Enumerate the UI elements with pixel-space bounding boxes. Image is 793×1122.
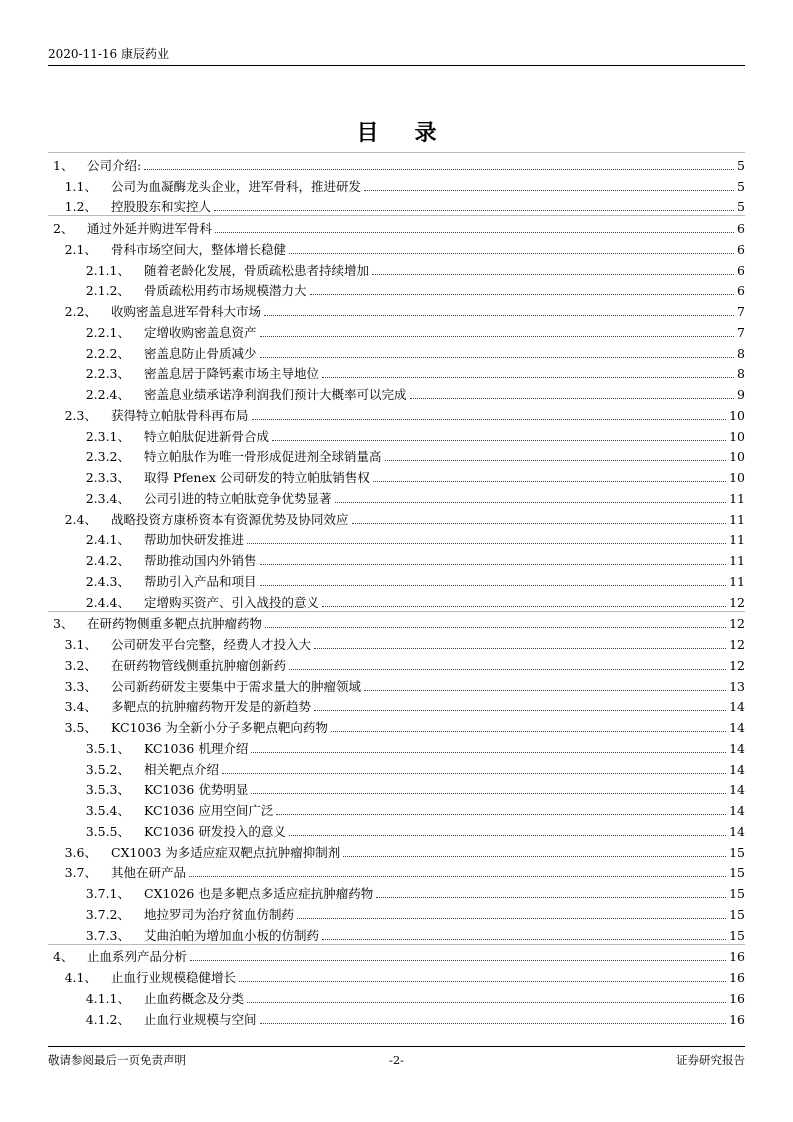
page-header: [48, 44, 745, 64]
toc-dot-leader: [310, 294, 735, 295]
toc-entry-page: 6: [737, 241, 745, 257]
toc-entry-page: 5: [737, 178, 745, 194]
toc-entry-page: 11: [729, 553, 745, 568]
toc-entry-title: 公司新药研发主要集中于需求量大的肿瘤领域: [111, 678, 362, 694]
toc-dot-leader: [189, 876, 726, 877]
toc-entry[interactable]: [48, 299, 745, 320]
toc-entry-number: 4.1.2、: [85, 1011, 130, 1027]
toc-entry-page: 6: [737, 283, 745, 299]
toc-entry[interactable]: [48, 215, 745, 237]
toc-dot-leader: [314, 710, 726, 711]
toc-entry-number: 2.1、: [64, 241, 97, 257]
toc-entry-title: 艾曲泊帕为增加血小板的仿制药: [144, 927, 320, 943]
toc-entry[interactable]: [48, 653, 745, 674]
toc-entry-page: 10: [729, 449, 745, 465]
toc-entry-page: 7: [737, 324, 745, 340]
toc-entry-title: 随着老龄化发展，骨质疏松患者持续增加: [144, 262, 370, 278]
toc-entry[interactable]: [48, 632, 745, 653]
toc-entry[interactable]: [48, 569, 745, 590]
toc-entry[interactable]: [48, 362, 745, 383]
toc-entry-number: 3.4、: [64, 699, 97, 715]
toc-entry[interactable]: [48, 611, 745, 633]
toc-entry-number: 3.7、: [64, 865, 97, 881]
toc-entry-title: KC1036 研发投入的意义: [144, 823, 286, 839]
toc-entry-number: 1、: [53, 157, 74, 173]
toc-entry-number: 3.5.3、: [85, 782, 130, 798]
toc-entry-number: 2.4.3、: [85, 573, 130, 589]
toc-entry-title: KC1036 应用空间广泛: [144, 803, 274, 818]
toc-dot-leader: [372, 274, 734, 275]
toc-entry[interactable]: [48, 486, 745, 507]
toc-entry-title: 骨科市场空间大，整体增长稳健: [111, 241, 287, 257]
toc-entry[interactable]: [48, 174, 745, 195]
toc-entry-page: 10: [729, 407, 745, 423]
toc-entry-title: 控股股东和实控人: [111, 199, 212, 215]
header-rule: [48, 65, 745, 66]
toc-entry[interactable]: [48, 986, 745, 1007]
toc-dot-leader: [314, 648, 726, 649]
toc-entry-page: 16: [729, 1011, 745, 1027]
toc-entry-title: 获得特立帕肽骨科再布局: [111, 407, 249, 423]
toc-dot-leader: [247, 543, 726, 544]
toc-dot-leader: [251, 793, 726, 794]
toc-entry-number: 2.2.3、: [85, 366, 130, 382]
toc-dot-leader: [276, 814, 726, 815]
toc-entry-title: 密盖息居于降钙素市场主导地位: [144, 366, 320, 382]
toc-entry-page: 15: [729, 844, 745, 860]
toc-entry-page: 12: [729, 637, 745, 652]
toc-entry[interactable]: [48, 944, 745, 966]
toc-entry-page: 14: [729, 803, 745, 818]
toc-entry-title: 取得 Pfenex 公司研发的特立帕肽销售权: [144, 470, 370, 485]
toc-entry[interactable]: [48, 965, 745, 986]
toc-entry-number: 3.5.5、: [85, 823, 130, 839]
toc-entry[interactable]: [48, 861, 745, 882]
toc-dot-leader: [289, 669, 726, 670]
toc-entry[interactable]: [48, 528, 745, 549]
toc-dot-leader: [364, 690, 726, 691]
toc-entry-number: 2.4.1、: [85, 532, 130, 548]
toc-dot-leader: [215, 232, 734, 233]
toc-entry-page: 8: [737, 345, 745, 361]
toc-entry-page: 6: [737, 221, 745, 236]
toc-entry-number: 3.7.2、: [85, 906, 130, 922]
toc-dot-leader: [410, 398, 735, 399]
toc-entry-page: 15: [729, 906, 745, 922]
toc-entry[interactable]: [48, 237, 745, 258]
toc-dot-leader: [335, 502, 727, 503]
toc-entry[interactable]: [48, 881, 745, 902]
toc-entry-title: 公司引进的特立帕肽竞争优势显著: [144, 490, 332, 506]
toc-entry-title: 在研药物管线侧重抗肿瘤创新药: [111, 657, 287, 673]
toc-entry-page: 16: [729, 949, 745, 965]
toc-entry-number: 1.1、: [64, 178, 97, 194]
title-char: 目: [356, 120, 397, 146]
toc-entry-number: 2.3、: [64, 407, 97, 423]
toc-entry-page: 15: [729, 886, 745, 901]
toc-entry-number: 3.7.3、: [85, 927, 130, 943]
toc-entry-title: 骨质疏松用药市场规模潜力大: [144, 283, 307, 299]
toc-entry[interactable]: [48, 341, 745, 362]
toc-entry-title: 特立帕肽促进新骨合成: [144, 428, 270, 444]
table-of-contents: [48, 152, 745, 1028]
toc-entry-number: 3.1、: [64, 637, 97, 652]
toc-entry-title: 定增购买资产、引入战投的意义: [144, 594, 320, 610]
toc-entry-number: 2.2、: [64, 304, 97, 319]
toc-dot-leader: [289, 835, 726, 836]
toc-entry-title: 多靶点的抗肿瘤药物开发是的新趋势: [111, 699, 312, 715]
toc-entry[interactable]: [48, 258, 745, 279]
toc-entry-title: 特立帕肽作为唯一骨形成促进剂全球销量高: [144, 449, 382, 465]
toc-entry[interactable]: [48, 757, 745, 778]
toc-entry-number: 2、: [53, 221, 74, 236]
toc-entry[interactable]: [48, 674, 745, 695]
toc-dot-leader: [260, 1023, 727, 1024]
toc-entry[interactable]: [48, 819, 745, 840]
toc-entry-title: 帮助加快研发推进: [144, 532, 245, 548]
toc-dot-leader: [352, 523, 727, 524]
toc-entry-page: 11: [729, 511, 745, 527]
toc-entry-number: 2.1.2、: [85, 283, 130, 299]
toc-entry[interactable]: [48, 403, 745, 424]
toc-entry-page: 16: [729, 990, 745, 1006]
toc-entry-number: 4、: [53, 949, 74, 965]
toc-entry-number: 3、: [53, 616, 74, 632]
page-number: -2-: [388, 1053, 405, 1067]
toc-entry-number: 3.3、: [64, 678, 97, 694]
toc-entry-title: 止血药概念及分类: [144, 990, 245, 1006]
toc-dot-leader: [322, 377, 734, 378]
toc-entry-number: 2.2.2、: [85, 345, 130, 361]
toc-dot-leader: [385, 460, 727, 461]
title-char: 录: [414, 120, 455, 146]
toc-dot-leader: [322, 939, 726, 940]
toc-dot-leader: [190, 960, 726, 961]
toc-entry-title: 公司介绍:: [87, 157, 142, 173]
toc-entry-number: 2.2.4、: [85, 387, 130, 402]
toc-entry[interactable]: [48, 840, 745, 861]
toc-entry-title: KC1036 优势明显: [144, 782, 249, 798]
toc-entry-page: 14: [729, 720, 745, 735]
toc-entry-title: 止血行业规模与空间: [144, 1011, 257, 1027]
toc-entry-number: 3.5、: [64, 720, 97, 735]
toc-entry-title: 通过外延并购进军骨科: [87, 221, 213, 236]
toc-entry-page: 5: [737, 157, 745, 173]
toc-entry-number: 3.2、: [64, 657, 97, 673]
toc-entry-page: 14: [729, 699, 745, 715]
toc-dot-leader: [252, 419, 727, 420]
toc-dot-leader: [251, 752, 726, 753]
toc-entry-title: 战略投资方康桥资本有资源优势及协同效应: [111, 511, 349, 527]
toc-entry-number: 2.3.2、: [85, 449, 130, 465]
toc-entry-title: CX1003 为多适应症双靶点抗肿瘤抑制剂: [111, 844, 341, 860]
header-text: 2020-11-16 康辰药业: [48, 47, 170, 61]
page-footer: [48, 1050, 745, 1070]
toc-entry-page: 15: [729, 865, 745, 881]
toc-entry-title: 定增收购密盖息资产: [144, 324, 257, 340]
toc-dot-leader: [214, 210, 734, 211]
toc-entry-page: 14: [729, 740, 745, 756]
toc-entry-title: 止血系列产品分析: [87, 949, 188, 965]
toc-dot-leader: [289, 253, 734, 254]
toc-entry-title: KC1036 机理介绍: [144, 740, 249, 756]
toc-dot-leader: [260, 564, 727, 565]
toc-entry[interactable]: [48, 195, 745, 216]
toc-entry-number: 4.1.1、: [85, 990, 130, 1006]
toc-entry[interactable]: [48, 902, 745, 923]
toc-entry-page: 16: [729, 970, 745, 985]
toc-entry-title: 公司为血凝酶龙头企业，进军骨科，推进研发: [111, 178, 362, 194]
toc-entry[interactable]: [48, 798, 745, 819]
toc-dot-leader: [297, 918, 726, 919]
disclaimer-link: 敬请参阅最后一页免责声明: [48, 1053, 186, 1067]
toc-entry-number: 2.4.4、: [85, 594, 130, 610]
toc-entry-title: 密盖息业绩承诺净利润我们预计大概率可以完成: [144, 387, 407, 402]
toc-dot-leader: [144, 169, 734, 170]
toc-dot-leader: [272, 440, 726, 441]
toc-entry[interactable]: [48, 465, 745, 486]
toc-entry-page: 10: [729, 428, 745, 444]
toc-dot-leader: [260, 357, 735, 358]
toc-entry-number: 2.1.1、: [85, 262, 130, 278]
toc-entry[interactable]: [48, 778, 745, 799]
toc-entry-number: 2.4、: [64, 511, 97, 527]
toc-entry-page: 6: [737, 262, 745, 278]
toc-entry-number: 1.2、: [64, 199, 97, 215]
toc-entry-number: 4.1、: [64, 970, 97, 985]
toc-entry-page: 14: [729, 823, 745, 839]
toc-dot-leader: [239, 981, 726, 982]
toc-entry-title: KC1036 为全新小分子多靶点靶向药物: [111, 720, 328, 735]
toc-entry[interactable]: [48, 736, 745, 757]
toc-entry-page: 11: [729, 573, 745, 589]
toc-entry-title: 密盖息防止骨质减少: [144, 345, 257, 361]
toc-entry-title: 止血行业规模稳健增长: [111, 970, 237, 985]
toc-dot-leader: [376, 897, 726, 898]
toc-entry-number: 3.7.1、: [85, 886, 130, 901]
toc-entry[interactable]: [48, 445, 745, 466]
toc-entry-page: 9: [737, 387, 745, 402]
page-title: [0, 118, 793, 148]
toc-entry-title: 地拉罗司为治疗贫血仿制药: [144, 906, 295, 922]
toc-entry-title: 帮助引入产品和项目: [144, 573, 257, 589]
toc-entry[interactable]: [48, 590, 745, 611]
toc-entry[interactable]: [48, 695, 745, 716]
toc-entry-page: 7: [737, 304, 745, 319]
toc-entry-number: 2.3.3、: [85, 470, 130, 485]
toc-entry-number: 3.5.1、: [85, 740, 130, 756]
toc-entry[interactable]: [48, 548, 745, 569]
toc-entry-page: 10: [729, 470, 745, 485]
toc-entry[interactable]: [48, 279, 745, 300]
toc-entry-title: 其他在研产品: [111, 865, 187, 881]
toc-entry[interactable]: [48, 382, 745, 403]
toc-dot-leader: [331, 731, 726, 732]
toc-entry[interactable]: [48, 320, 745, 341]
toc-entry-page: 11: [729, 490, 745, 506]
toc-dot-leader: [260, 585, 727, 586]
toc-entry-title: 相关靶点介绍: [144, 761, 220, 777]
toc-entry[interactable]: [48, 507, 745, 528]
toc-dot-leader: [322, 606, 726, 607]
toc-dot-leader: [373, 481, 726, 482]
toc-entry-page: 15: [729, 927, 745, 943]
toc-entry-number: 3.5.2、: [85, 761, 130, 777]
toc-entry-number: 3.5.4、: [85, 803, 130, 818]
footer-rule: [48, 1046, 745, 1047]
toc-entry-number: 2.4.2、: [85, 553, 130, 568]
toc-entry-page: 8: [737, 366, 745, 382]
toc-entry[interactable]: [48, 152, 745, 174]
toc-dot-leader: [343, 856, 726, 857]
toc-entry-number: 2.3.1、: [85, 428, 130, 444]
report-type: 证券研究报告: [676, 1053, 745, 1067]
toc-entry-page: 12: [729, 657, 745, 673]
toc-dot-leader: [260, 336, 735, 337]
toc-dot-leader: [364, 190, 734, 191]
toc-entry[interactable]: [48, 424, 745, 445]
toc-entry-title: 帮助推动国内外销售: [144, 553, 257, 568]
toc-entry-title: 收购密盖息进军骨科大市场: [111, 304, 262, 319]
toc-dot-leader: [222, 773, 726, 774]
toc-entry[interactable]: [48, 715, 745, 736]
toc-entry-number: 2.2.1、: [85, 324, 130, 340]
toc-entry-page: 5: [737, 199, 745, 215]
toc-entry-page: 12: [729, 616, 745, 632]
toc-entry-title: 公司研发平台完整，经费人才投入大: [111, 637, 312, 652]
toc-entry[interactable]: [48, 923, 745, 944]
toc-entry-number: 2.3.4、: [85, 490, 130, 506]
toc-entry-page: 14: [729, 761, 745, 777]
toc-entry-title: CX1026 也是多靶点多适应症抗肿瘤药物: [144, 886, 374, 901]
toc-entry-page: 12: [729, 594, 745, 610]
toc-entry-page: 13: [729, 678, 745, 694]
toc-dot-leader: [265, 627, 726, 628]
toc-entry-page: 14: [729, 782, 745, 798]
toc-entry[interactable]: [48, 1007, 745, 1028]
toc-entry-page: 11: [729, 532, 745, 548]
toc-dot-leader: [264, 315, 734, 316]
toc-entry-title: 在研药物侧重多靶点抗肿瘤药物: [87, 616, 263, 632]
toc-entry-number: 3.6、: [64, 844, 97, 860]
toc-dot-leader: [247, 1002, 726, 1003]
